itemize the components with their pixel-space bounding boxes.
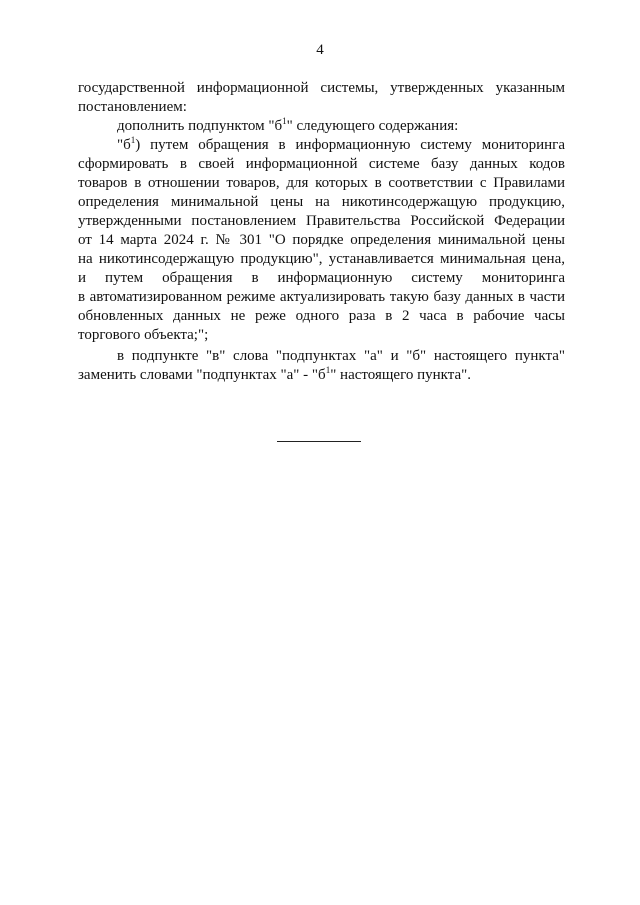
superscript: 1: [325, 365, 331, 375]
text-fragment: " настоящего пункта".: [330, 367, 472, 383]
text-line: утвержденными постановлением Правительства Российской Федерации: [78, 213, 565, 229]
text-line: товаров в отношении товаров, для которых в соответствии с Правилами: [78, 175, 565, 191]
text-fragment: "б: [117, 137, 131, 153]
paragraph-subitem-b1: [78, 136, 565, 345]
text-line: постановлением:: [78, 99, 187, 115]
text-line: и путем обращения в информационную систему мониторинга: [78, 270, 565, 286]
text-line: обновленных данных не реже одного раза в 2 часа в рабочие часы: [78, 308, 565, 324]
text-line: сформировать в своей информационной системе базу данных кодов: [78, 156, 565, 172]
text-line: от 14 марта 2024 г. № 301 "О порядке определения минимальной цены: [78, 232, 565, 248]
text-line: в автоматизированном режиме актуализировать такую базу данных в части: [78, 289, 565, 305]
text-line: [78, 136, 565, 155]
text-fragment: ) путем обращения в информационную систему мониторинга: [135, 137, 565, 153]
text-line: торгового объекта;";: [78, 327, 209, 343]
end-divider: [277, 441, 361, 442]
text-line: [78, 117, 565, 136]
page-number: 4: [316, 42, 324, 58]
text-line: в подпункте "в" слова "подпунктах "а" и "б" настоящего пункта": [117, 348, 565, 364]
text-line: государственной информационной системы, утвержденных указанным: [78, 80, 565, 96]
paragraph-supplement-intro: [78, 117, 565, 136]
superscript: 1: [282, 116, 287, 126]
paragraph-continuation: [78, 79, 565, 117]
text-line: на никотинсодержащую продукцию", устанавливается минимальная цена,: [78, 251, 565, 267]
text-fragment: дополнить подпунктом "б: [117, 118, 283, 134]
superscript: 1: [130, 135, 136, 145]
text-fragment: заменить словами "подпунктах "а" - "б: [78, 367, 326, 383]
text-fragment: " следующего содержания:: [286, 118, 459, 134]
text-line: [78, 366, 565, 385]
text-line: определения минимальной цены на никотинсодержащую продукцию,: [78, 194, 565, 210]
document-body: [78, 79, 565, 385]
paragraph-replacement: [78, 347, 565, 385]
